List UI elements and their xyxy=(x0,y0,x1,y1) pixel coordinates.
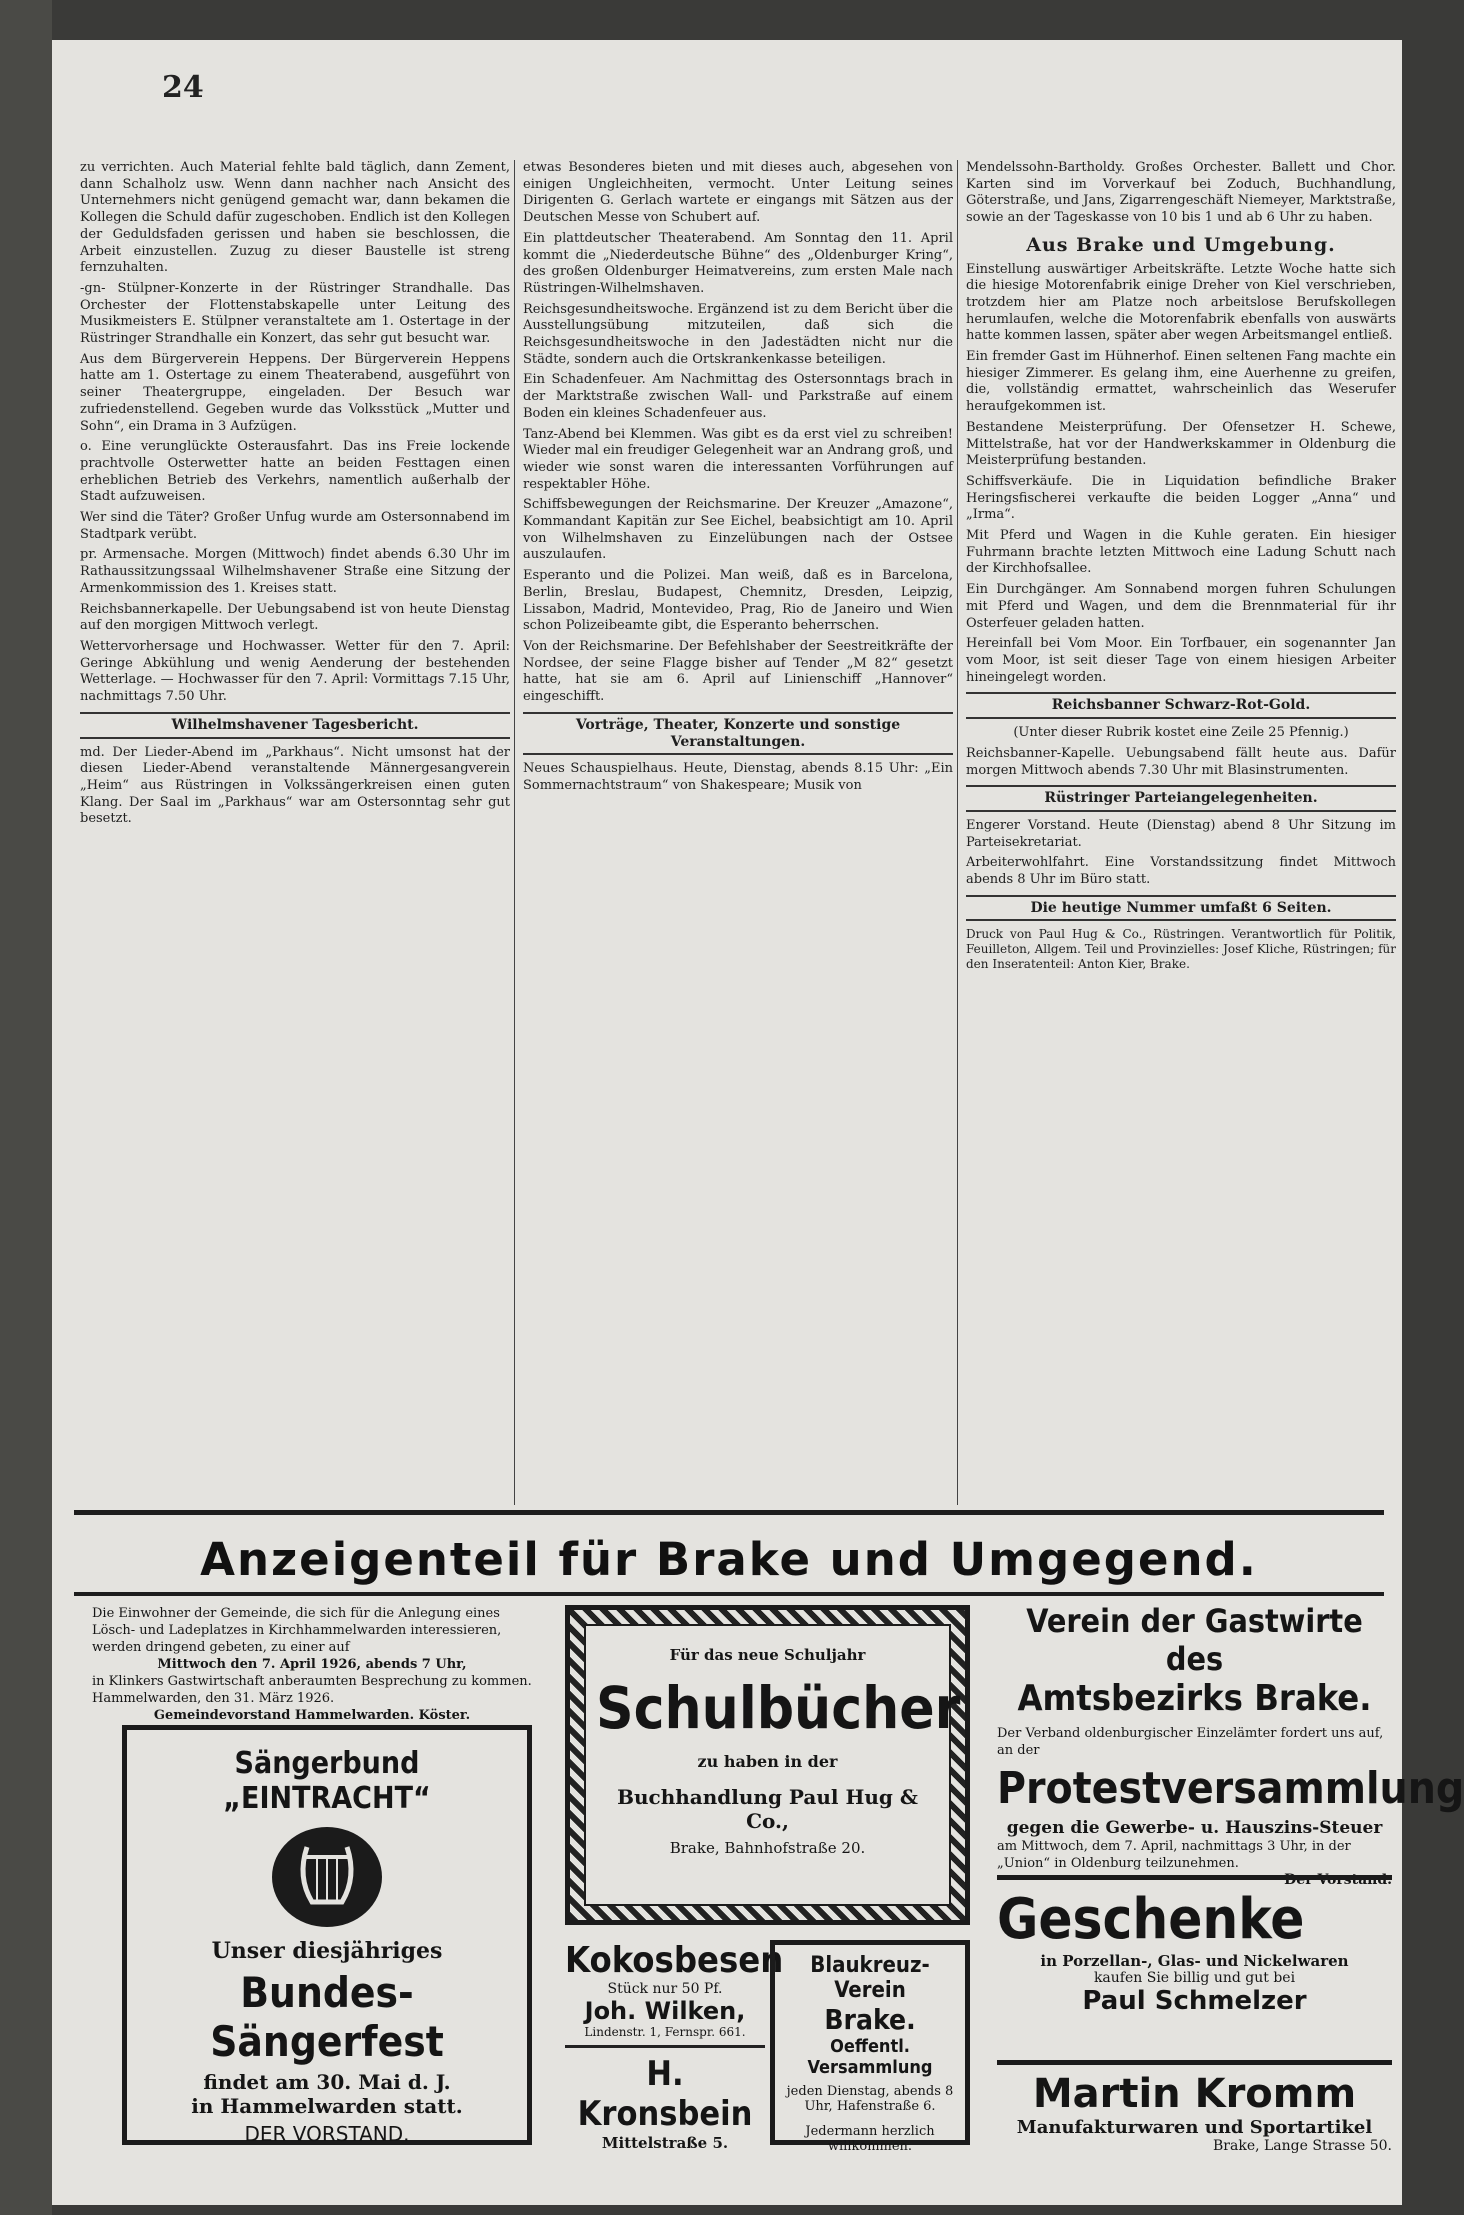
newspaper-page xyxy=(52,40,1464,2205)
ad-firm: Paul Schmelzer xyxy=(1082,1986,1307,2016)
section-heading: Vorträge, Theater, Konzerte und sonstige Veranstaltungen. xyxy=(523,712,953,755)
ad-text: am Mittwoch, dem 7. April, nachmittags 3 Uhr, in der „Union“ in Oldenburg teilzunehmen. xyxy=(997,1839,1351,1871)
article: Von der Reichsmarine. Der Befehlshaber der Seestreitkräfte der Nordsee, der seine Flagge bisher auf Tender „M 82“ gesetzt hatte, hat sie am 6. April auf Linienschiff „Hannover“ eingeschifft. xyxy=(523,638,953,705)
ad-headline: H. Kronsbein xyxy=(577,2054,753,2134)
article: Engerer Vorstand. Heute (Dienstag) abend 8 Uhr Sitzung im Parteisekretariat. xyxy=(966,817,1396,850)
article: Aus dem Bürgerverein Heppens. Der Bürgerverein Heppens hatte am 1. Ostertage zu einem Theaterabend, ausgeführt von seiner Theatergruppe, eingeladen. Der Besuch war zufriedenstellend. Gegeben wurde das Volksstück „Mutter und Sohn“, ein Drama in 3 Aufzügen. xyxy=(80,351,510,434)
ad-kokosbesen xyxy=(565,1940,784,2152)
article: Hereinfall bei Vom Moor. Ein Torfbauer, ein sogenannter Jan vom Moor, ist seit dieser Tage von einem hiesigen Arbeiter hineingelegt worden. xyxy=(966,636,1396,685)
article: Reichsbannerkapelle. Der Uebungsabend ist von heute Dienstag auf den morgigen Mittwoch verlegt. xyxy=(80,601,510,634)
ad-headline: Amtsbezirks Brake. xyxy=(1017,1678,1372,1719)
article: Schiffsverkäufe. Die in Liquidation befindliche Braker Heringsfischerei verkaufte die beiden Logger „Anna“ und „Irma“. xyxy=(966,473,1396,523)
article: Einstellung auswärtiger Arbeitskräfte. Letzte Woche hatte sich die hiesige Motorenfabrik einige Dreher von Kiel verschrieben, trotzdem hier am Platze noch arbeitslose Berufskollegen herumlaufen, welche die Motorenfabrik ebenfalls von auswärts hatte kommen lassen, später aber wegen Arbeitsmangel entließ. xyxy=(966,261,1396,344)
ad-inner xyxy=(584,1624,961,1906)
article: Reichsbanner-Kapelle. Uebungsabend fällt heute aus. Dafür morgen Mittwoch abends 7.30 Uhr mit Blasinstrumenten. xyxy=(966,745,1396,778)
column-2 xyxy=(523,160,953,1510)
section-heading: Wilhelmshavener Tagesbericht. xyxy=(80,712,510,739)
ad-headline: Verein der Gastwirte des xyxy=(1026,1602,1363,1678)
ad-shop: Buchhandlung Paul Hug & Co., xyxy=(617,1785,918,1833)
ad-text: Der Verband oldenburgischer Einzelämter fordert uns auf, an der xyxy=(997,1726,1384,1758)
ad-gastwirte xyxy=(997,1602,1464,1888)
ad-place: Hammelwarden, den 31. März 1926. xyxy=(92,1691,335,1706)
ad-signature: Gemeindevorstand Hammelwarden. Köster. xyxy=(153,1708,471,1723)
article: Ein Schadenfeuer. Am Nachmittag des Ostersonntags brach in der Marktstraße zwischen Wall- und Parkstraße auf einem Boden ein kleines Schadenfeuer aus. xyxy=(523,372,953,421)
article: Bestandene Meisterprüfung. Der Ofensetzer H. Schewe, Mittelstraße, hat vor der Handwerkskammer in Oldenburg die Meisterprüfung bestanden. xyxy=(966,419,1396,469)
article: o. Eine verunglückte Osterausfahrt. Das ins Freie lockende prachtvolle Osterwetter hatte an beiden Festtagen einen erheblichen Betrieb des Verkehrs, namentlich außerhalb der Stadt aufzuweisen. xyxy=(80,439,510,505)
ad-kromm xyxy=(997,2060,1392,2154)
article: Wettervorhersage und Hochwasser. Wetter für den 7. April: Geringe Abkühlung und wenig Aenderung der bestehenden Wetterlage. — Hochwasser für den 7. April: Vormittags 7.15 Uhr, nachmittags 7.50 Uhr. xyxy=(80,638,510,705)
ad-headline: Schulbücher xyxy=(596,1674,961,1742)
ad-title: Sängerbund „EINTRACHT“ xyxy=(223,1746,431,1816)
ad-signature: DER VORSTAND. xyxy=(244,2122,410,2146)
article: md. Der Lieder-Abend im „Parkhaus“. Nicht umsonst hat der diesen Lieder-Abend veranstaltende Männergesangverein „Heim“ aus Rüstringen in Volkssängerkreisen einen guten Klang. Der Saal im „Parkhaus“ war am Ostersonntag sehr gut besetzt. xyxy=(80,744,510,827)
ad-text: Die Einwohner der Gemeinde, die sich für die Anlegung eines Lösch- und Ladeplatzes in Kirchhammelwarden interessieren, werden dringend gebeten, zu einer auf xyxy=(92,1606,502,1655)
ad-schulbuecher xyxy=(565,1605,970,1925)
article: Tanz-Abend bei Klemmen. Was gibt es da erst viel zu schreiben! Wieder mal ein freudiger Gelegenheit war an Andrang groß, und wieder wie sonst waren die interessanten Vorführungen auf respektabler Höhe. xyxy=(523,426,953,492)
ad-text: zu haben in der xyxy=(697,1752,838,1771)
ad-headline: Blaukreuz-Verein xyxy=(810,1953,930,2003)
ad-text: in Klinkers Gastwirtschaft anberaumten Besprechung zu kommen. xyxy=(92,1674,532,1689)
ad-headline: Geschenke xyxy=(997,1887,1305,1952)
divider xyxy=(565,2045,765,2048)
column-rule xyxy=(957,160,958,1505)
article: Ein Durchgänger. Am Sonnabend morgen fuhren Schulungen mit Pferd und Wagen, und dem die Brennmaterial für ihr Osterfeuer geladen hatten. xyxy=(966,582,1396,631)
ad-text: jeden Dienstag, abends 8 Uhr, Hafenstraße 6. xyxy=(786,2084,954,2114)
lyre-icon xyxy=(267,1822,387,1932)
ad-blaukreuz xyxy=(770,1940,970,2154)
article: Mendelssohn-Bartholdy. Großes Orchester. Ballett und Chor. Karten sind im Vorverkauf bei Zoduch, Buchhandlung, Göterstraße, und Jans, Zigarrengeschäft Niemeyer, Marktstraße, sowie an der Tageskasse von 10 bis 1 und ab 6 Uhr zu haben. xyxy=(966,160,1396,226)
article: Ein plattdeutscher Theaterabend. Am Sonntag den 11. April kommt die „Niederdeutsche Bühne“ des „Oldenburger Kring“, des großen Oldenburger Heimatvereins, zum ersten Male nach Rüstringen-Wilhelmshaven. xyxy=(523,230,953,296)
ad-firm: Joh. Wilken, xyxy=(584,1997,746,2025)
article: Esperanto und die Polizei. Man weiß, daß es in Barcelona, Berlin, Breslau, Budapest, Chemnitz, Dresden, Leipzig, Lissabon, Madrid, Montevideo, Prag, Rio de Janeiro und Wien schon Polizeibeamte gibt, die Esperanto beherrschen. xyxy=(523,568,953,634)
column-rule xyxy=(514,160,515,1505)
ad-headline: Oeffentl. Versammlung xyxy=(807,2036,933,2078)
ad-text: Manufakturwaren und Sportartikel xyxy=(1016,2117,1373,2138)
ad-text: Jedermann herzlich willkommen. xyxy=(805,2124,935,2154)
ad-text: in Hammelwarden statt. xyxy=(191,2094,463,2118)
article: Schiffsbewegungen der Reichsmarine. Der Kreuzer „Amazone“, Kommandant Kapitän zur See Eichel, beabsichtigt am 10. April von Wilhelmshaven zu Einzelübungen nach der Ostsee auszulaufen. xyxy=(523,497,953,563)
party-heading: Rüstringer Parteiangelegenheiten. xyxy=(966,785,1396,812)
ad-address: Brake, Lange Strasse 50. xyxy=(1213,2138,1392,2154)
reichsbanner-note: (Unter dieser Rubrik kostet eine Zeile 25 Pfennig.) xyxy=(1013,725,1349,741)
issue-note: Die heutige Nummer umfaßt 6 Seiten. xyxy=(966,895,1396,922)
imprint: Druck von Paul Hug & Co., Rüstringen. Verantwortlich für Politik, Feuilleton, Allgem. Teil und Provinzielles: Josef Kliche, Rüstringen; für den Inseratenteil: Anton Kier, Brake. xyxy=(966,927,1396,972)
ad-headline: Martin Kromm xyxy=(1032,2071,1357,2117)
ad-text: kaufen Sie billig und gut bei xyxy=(1093,1970,1296,1986)
reichsbanner-heading: Reichsbanner Schwarz-Rot-Gold. xyxy=(966,692,1396,719)
ad-text: in Porzellan-, Glas- und Nickelwaren xyxy=(1040,1952,1349,1970)
article: Arbeiterwohlfahrt. Eine Vorstandssitzung findet Mittwoch abends 8 Uhr im Büro statt. xyxy=(966,855,1396,888)
ad-headline: Kokosbesen xyxy=(565,1940,784,1981)
ad-date: Mittwoch den 7. April 1926, abends 7 Uhr, xyxy=(157,1657,467,1672)
article: zu verrichten. Auch Material fehlte bald täglich, dann Zement, dann Schalholz usw. Wenn dann nachher nach Ansicht des Unternehmers nicht genügend gemacht war, dann bekamen die Kollegen die Schuld dafür zugeschoben. Endlich ist den Kollegen der Geduldsfaden gerissen und haben sie beschlossen, die Arbeit einzustellen. Zuzug zu dieser Baustelle ist streng fernzuhalten. xyxy=(80,160,510,276)
ad-headline: Bundes-Sängerfest xyxy=(210,1968,444,2066)
article: Ein fremder Gast im Hühnerhof. Einen seltenen Fang machte ein hiesiger Zimmerer. Es gelang ihm, eine Auerhenne zu greifen, die, vollständig ermattet, wahrscheinlich das Weserufer heraufgekommen ist. xyxy=(966,349,1396,415)
page-number: 24 xyxy=(162,70,204,105)
ad-address: Mittelstraße 5. xyxy=(601,2134,729,2152)
article: Wer sind die Täter? Großer Unfug wurde am Ostersonnabend im Stadtpark verübt. xyxy=(80,510,510,542)
separator-band xyxy=(74,1510,1384,1515)
ad-text: gegen die Gewerbe- u. Hauszins-Steuer xyxy=(1006,1818,1383,1838)
article: Reichsgesundheitswoche. Ergänzend ist zu dem Bericht über die Ausstellungsübung mitzuteilen, daß sich die Reichsgesundheitswoche in den Jadestädten nicht nur die Städte, sondern auch die Ortskrankenkasse beteiligen. xyxy=(523,301,953,367)
book-spine xyxy=(0,0,52,2215)
column-1 xyxy=(80,160,510,1510)
ad-gemeinde xyxy=(92,1605,532,1724)
ad-address: Brake, Bahnhofstraße 20. xyxy=(669,1839,866,1857)
article: Neues Schauspielhaus. Heute, Dienstag, abends 8.15 Uhr: „Ein Sommernachtstraum“ von Shakespeare; Musik von xyxy=(523,761,953,793)
ad-signature: Der Vorstand. xyxy=(1284,1872,1392,1888)
ad-text: Für das neue Schuljahr xyxy=(669,1646,866,1664)
ad-address: Lindenstr. 1, Fernspr. 661. xyxy=(584,2025,746,2039)
ad-saengerbund xyxy=(122,1725,532,2145)
column-3 xyxy=(966,160,1396,1510)
article: Mit Pferd und Wagen in die Kuhle geraten. Ein hiesiger Fuhrmann brachte letzten Mittwoch eine Ladung Schutt nach der Kirchhofsallee. xyxy=(966,528,1396,577)
article: etwas Besonderes bieten und mit dieses auch, abgesehen von einigen Ungleichheiten, vermocht. Unter Leitung seines Dirigenten G. Gerlach wartete er eingangs mit Sätzen aus der Deutschen Messe von Schubert auf. xyxy=(523,160,953,226)
article: -gn- Stülpner-Konzerte in der Rüstringer Strandhalle. Das Orchester der Flottenstabskapelle unter Leitung des Musikmeisters E. Stülpner veranstaltete am 1. Ostertage in der Rüstringer Strandhalle ein Konzert, das sehr gut besucht war. xyxy=(80,280,510,347)
section-heading: Aus Brake und Umgebung. xyxy=(1026,233,1336,256)
ad-section-title: Anzeigenteil für Brake und Umgegend. xyxy=(74,1528,1384,1596)
ad-text: Unser diesjähriges xyxy=(211,1938,443,1964)
ad-text: Stück nur 50 Pf. xyxy=(607,1981,723,1997)
article: pr. Armensache. Morgen (Mittwoch) findet abends 6.30 Uhr im Rathaussitzungssaal Wilhelmshavener Straße eine Sitzung der Armenkommission des 1. Kreises statt. xyxy=(80,547,510,596)
ad-headline: Protestversammlung xyxy=(997,1763,1464,1814)
ad-geschenke xyxy=(997,1875,1392,2016)
ad-text: findet am 30. Mai d. J. xyxy=(203,2070,451,2094)
ad-headline: Brake. xyxy=(824,2003,916,2036)
